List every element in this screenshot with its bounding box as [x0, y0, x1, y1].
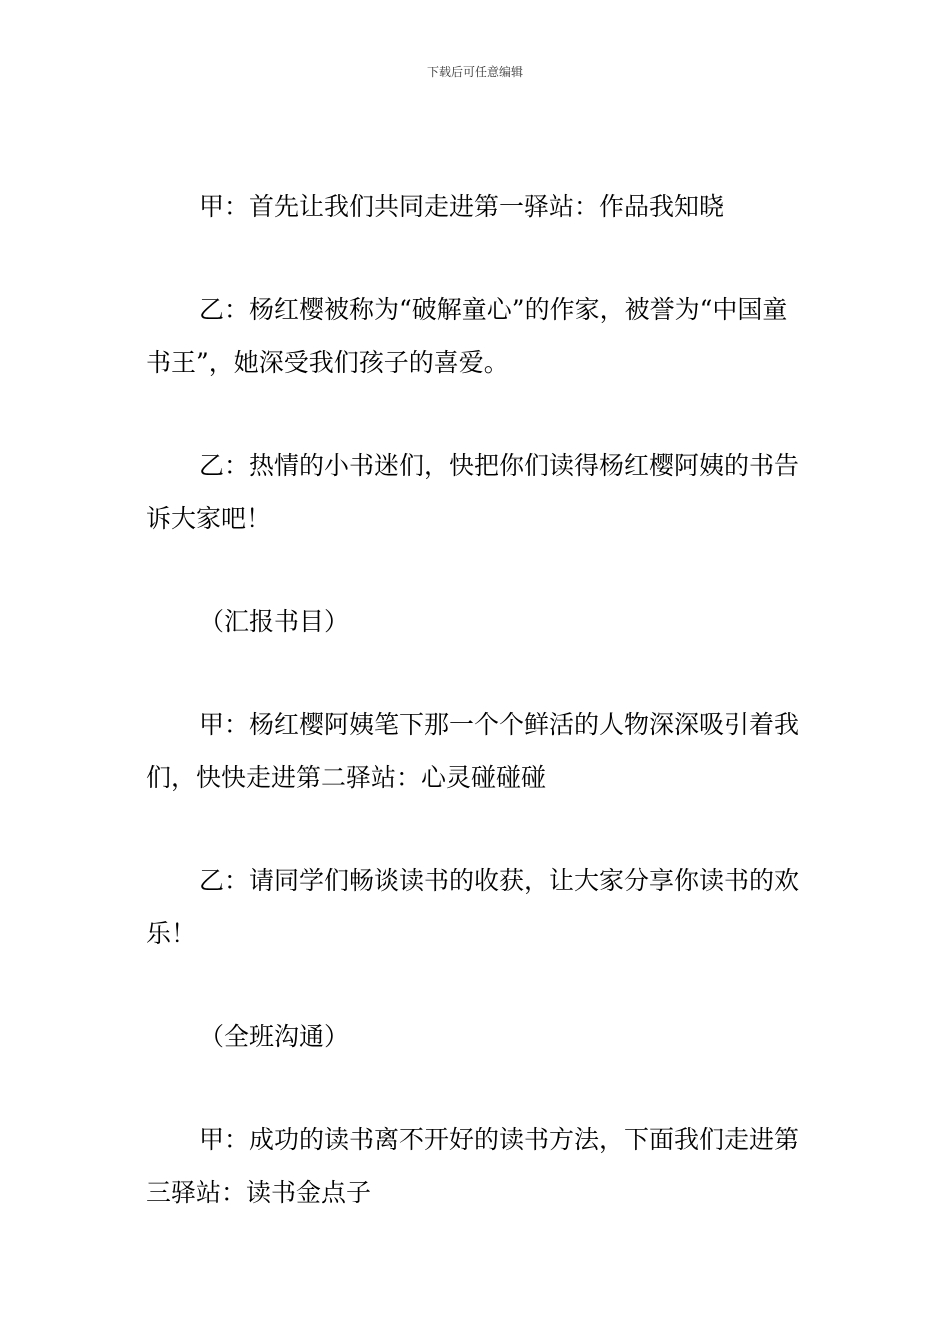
paragraph-gap — [146, 545, 806, 595]
paragraph-7: （全班沟通） — [199, 1022, 350, 1051]
paragraph-gap — [146, 804, 806, 854]
page-header: 下载后可任意编辑 — [426, 65, 523, 79]
paragraph-4: （汇报书目） — [199, 607, 350, 636]
paragraph-gap — [146, 1063, 806, 1113]
paragraph-6: 乙：请同学们畅谈读书的收获，让大家分享你读书的欢乐！ — [146, 866, 800, 948]
paragraph-8: 甲：成功的读书离不开好的读书方法，下面我们走进第三驿站：读书金点子 — [146, 1125, 800, 1207]
paragraph-1: 甲：首先让我们共同走进第一驿站：作品我知晓 — [199, 192, 725, 221]
paragraph-3: 乙：热情的小书迷们，快把你们读得杨红樱阿姨的书告诉大家吧！ — [146, 451, 800, 533]
paragraph-gap — [146, 389, 806, 439]
paragraph-2: 乙：杨红樱被称为“破解童心”的作家，被誉为“中国童书王”，她深受我们孩子的喜爱。 — [146, 295, 788, 377]
document-body — [146, 180, 806, 1219]
paragraph-gap — [146, 648, 806, 698]
paragraph-gap — [146, 960, 806, 1010]
paragraph-5: 甲：杨红樱阿姨笔下那一个个鲜活的人物深深吸引着我们，快快走进第二驿站：心灵碰碰碰 — [146, 710, 800, 792]
paragraph-gap — [146, 233, 806, 283]
